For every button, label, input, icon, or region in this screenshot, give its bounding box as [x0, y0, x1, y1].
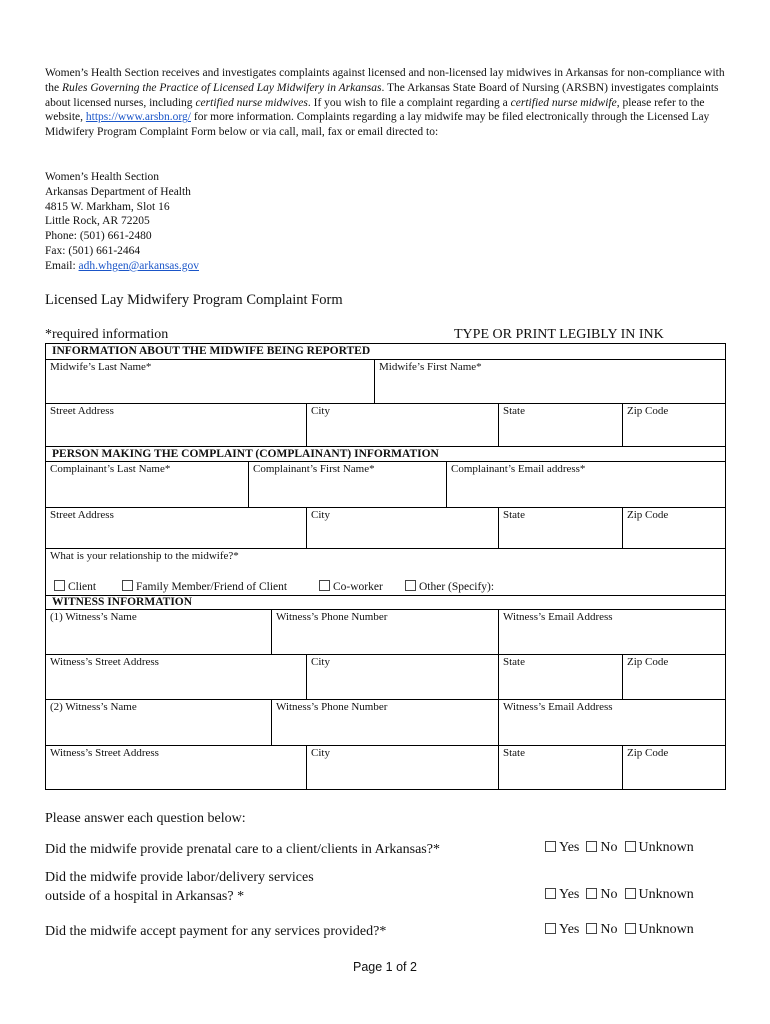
option-family-label: Family Member/Friend of Client — [136, 581, 288, 593]
phone-line: Phone: (501) 661-2480 — [45, 230, 152, 243]
complainant-zip-field[interactable]: Zip Code — [622, 507, 726, 549]
checkbox-icon[interactable] — [122, 580, 133, 591]
unknown-label: Unknown — [638, 922, 694, 937]
required-note: *required information — [45, 327, 169, 342]
question-payment: Did the midwife accept payment for any services provided?* — [45, 924, 387, 939]
witness1-phone-field[interactable]: Witness’s Phone Number — [271, 609, 499, 655]
email-label: Email: — [45, 259, 79, 272]
witness1-email-field[interactable]: Witness’s Email Address — [498, 609, 726, 655]
cnm-term: certified nurse midwives — [195, 96, 308, 109]
no-label: No — [600, 840, 618, 855]
intro-text-4: , please refer to the website, — [45, 96, 705, 124]
answer-yes[interactable] — [545, 840, 579, 855]
witness2-street-field[interactable]: Witness’s Street Address — [45, 745, 307, 790]
witness1-zip-field[interactable]: Zip Code — [622, 654, 726, 700]
answer-unknown[interactable] — [625, 887, 694, 902]
intro-text-5: for more information. Complaints regarding a lay midwife may be filed electronically through the Licensed Lay Midwifery Program Complaint Form below or via call, mail, fax or email directed to: — [45, 111, 710, 139]
address-line-2: Arkansas Department of Health — [45, 185, 191, 198]
answer-no[interactable] — [586, 922, 617, 937]
unknown-label: Unknown — [638, 840, 694, 855]
answer-yes[interactable] — [545, 887, 579, 902]
checkbox-icon[interactable] — [586, 923, 597, 934]
yes-label: Yes — [559, 922, 580, 937]
answers-prenatal — [545, 840, 694, 856]
answer-no[interactable] — [586, 887, 617, 902]
no-label: No — [600, 922, 618, 937]
question-labor-delivery — [45, 868, 314, 906]
intro-paragraph — [45, 66, 735, 140]
checkbox-icon[interactable] — [319, 580, 330, 591]
midwife-section-header: INFORMATION ABOUT THE MIDWIFE BEING REPORTED — [45, 343, 726, 360]
intro-text-2: . The Arkansas State Board of Nursing (ARSBN) investigates complaints about licensed nurses, including — [45, 81, 719, 109]
checkbox-icon[interactable] — [586, 841, 597, 852]
question-labor-line-1: Did the midwife provide labor/delivery services — [45, 870, 314, 885]
witness2-state-field[interactable]: State — [498, 745, 623, 790]
checkbox-icon[interactable] — [545, 888, 556, 899]
midwife-first-name-field[interactable]: Midwife’s First Name* — [374, 359, 726, 404]
checkbox-icon[interactable] — [586, 888, 597, 899]
answers-labor-delivery — [545, 887, 694, 903]
relationship-question: What is your relationship to the midwife?* — [50, 550, 239, 562]
complainant-email-field[interactable]: Complainant’s Email address* — [446, 461, 726, 508]
checkbox-icon[interactable] — [625, 888, 636, 899]
yes-label: Yes — [559, 840, 580, 855]
answer-unknown[interactable] — [625, 840, 694, 855]
answer-yes[interactable] — [545, 922, 579, 937]
no-label: No — [600, 887, 618, 902]
witness2-zip-field[interactable]: Zip Code — [622, 745, 726, 790]
option-coworker[interactable] — [319, 580, 383, 593]
address-line-3: 4815 W. Markham, Slot 16 — [45, 200, 170, 213]
intro-text-3: . If you wish to file a complaint regarding a — [307, 96, 511, 109]
questions-intro: Please answer each question below: — [45, 811, 246, 826]
checkbox-icon[interactable] — [405, 580, 416, 591]
midwife-city-field[interactable]: City — [306, 403, 499, 447]
witness2-city-field[interactable]: City — [306, 745, 499, 790]
form-title: Licensed Lay Midwifery Program Complaint Form — [45, 292, 343, 308]
midwife-state-field[interactable]: State — [498, 403, 623, 447]
rules-title: Rules Governing the Practice of Licensed Lay Midwifery in Arkansas — [61, 81, 382, 94]
page-number: Page 1 of 2 — [353, 960, 417, 974]
checkbox-icon[interactable] — [545, 923, 556, 934]
option-other-label: Other (Specify): — [419, 581, 495, 593]
complainant-city-field[interactable]: City — [306, 507, 499, 549]
complainant-last-name-field[interactable]: Complainant’s Last Name* — [45, 461, 249, 508]
option-other[interactable] — [405, 580, 494, 593]
address-block — [45, 170, 199, 274]
witness1-state-field[interactable]: State — [498, 654, 623, 700]
witness2-phone-field[interactable]: Witness’s Phone Number — [271, 699, 499, 746]
midwife-zip-field[interactable]: Zip Code — [622, 403, 726, 447]
yes-label: Yes — [559, 887, 580, 902]
fax-line: Fax: (501) 661-2464 — [45, 244, 141, 257]
option-family-friend[interactable] — [122, 580, 287, 593]
answer-unknown[interactable] — [625, 922, 694, 937]
witness2-email-field[interactable]: Witness’s Email Address — [498, 699, 726, 746]
option-coworker-label: Co-worker — [333, 581, 383, 593]
legibly-note: TYPE OR PRINT LEGIBLY IN INK — [454, 327, 664, 342]
complainant-first-name-field[interactable]: Complainant’s First Name* — [248, 461, 447, 508]
answer-no[interactable] — [586, 840, 617, 855]
complainant-section-header: PERSON MAKING THE COMPLAINT (COMPLAINANT) INFORMATION — [45, 446, 726, 462]
checkbox-icon[interactable] — [545, 841, 556, 852]
complainant-street-field[interactable]: Street Address — [45, 507, 307, 549]
witness1-city-field[interactable]: City — [306, 654, 499, 700]
email-link[interactable]: adh.whgen@arkansas.gov — [78, 259, 199, 272]
option-client[interactable] — [54, 580, 96, 593]
midwife-street-field[interactable]: Street Address — [45, 403, 307, 447]
address-line-4: Little Rock, AR 72205 — [45, 215, 150, 228]
question-prenatal: Did the midwife provide prenatal care to a client/clients in Arkansas?* — [45, 842, 440, 857]
checkbox-icon[interactable] — [625, 923, 636, 934]
question-labor-line-2: outside of a hospital in Arkansas? * — [45, 889, 245, 904]
email-line — [45, 259, 199, 274]
intro-text-1: Women’s Health Section receives and investigates complaints against licensed and non-licensed lay midwives in Arkansas for non-compliance with the — [45, 67, 725, 94]
witness2-name-field[interactable]: (2) Witness’s Name — [45, 699, 272, 746]
unknown-label: Unknown — [638, 887, 694, 902]
option-client-label: Client — [68, 581, 97, 593]
cnm-term-2: certified nurse midwife — [510, 96, 617, 109]
checkbox-icon[interactable] — [54, 580, 65, 591]
checkbox-icon[interactable] — [625, 841, 636, 852]
witness1-street-field[interactable]: Witness’s Street Address — [45, 654, 307, 700]
answers-payment — [545, 922, 694, 938]
witness-section-header: WITNESS INFORMATION — [45, 595, 726, 610]
witness1-name-field[interactable]: (1) Witness’s Name — [45, 609, 272, 655]
complainant-state-field[interactable]: State — [498, 507, 623, 549]
address-line-1: Women’s Health Section — [45, 171, 160, 183]
midwife-last-name-field[interactable]: Midwife’s Last Name* — [45, 359, 375, 404]
arsbn-link[interactable]: https://www.arsbn.org/ — [85, 111, 191, 124]
